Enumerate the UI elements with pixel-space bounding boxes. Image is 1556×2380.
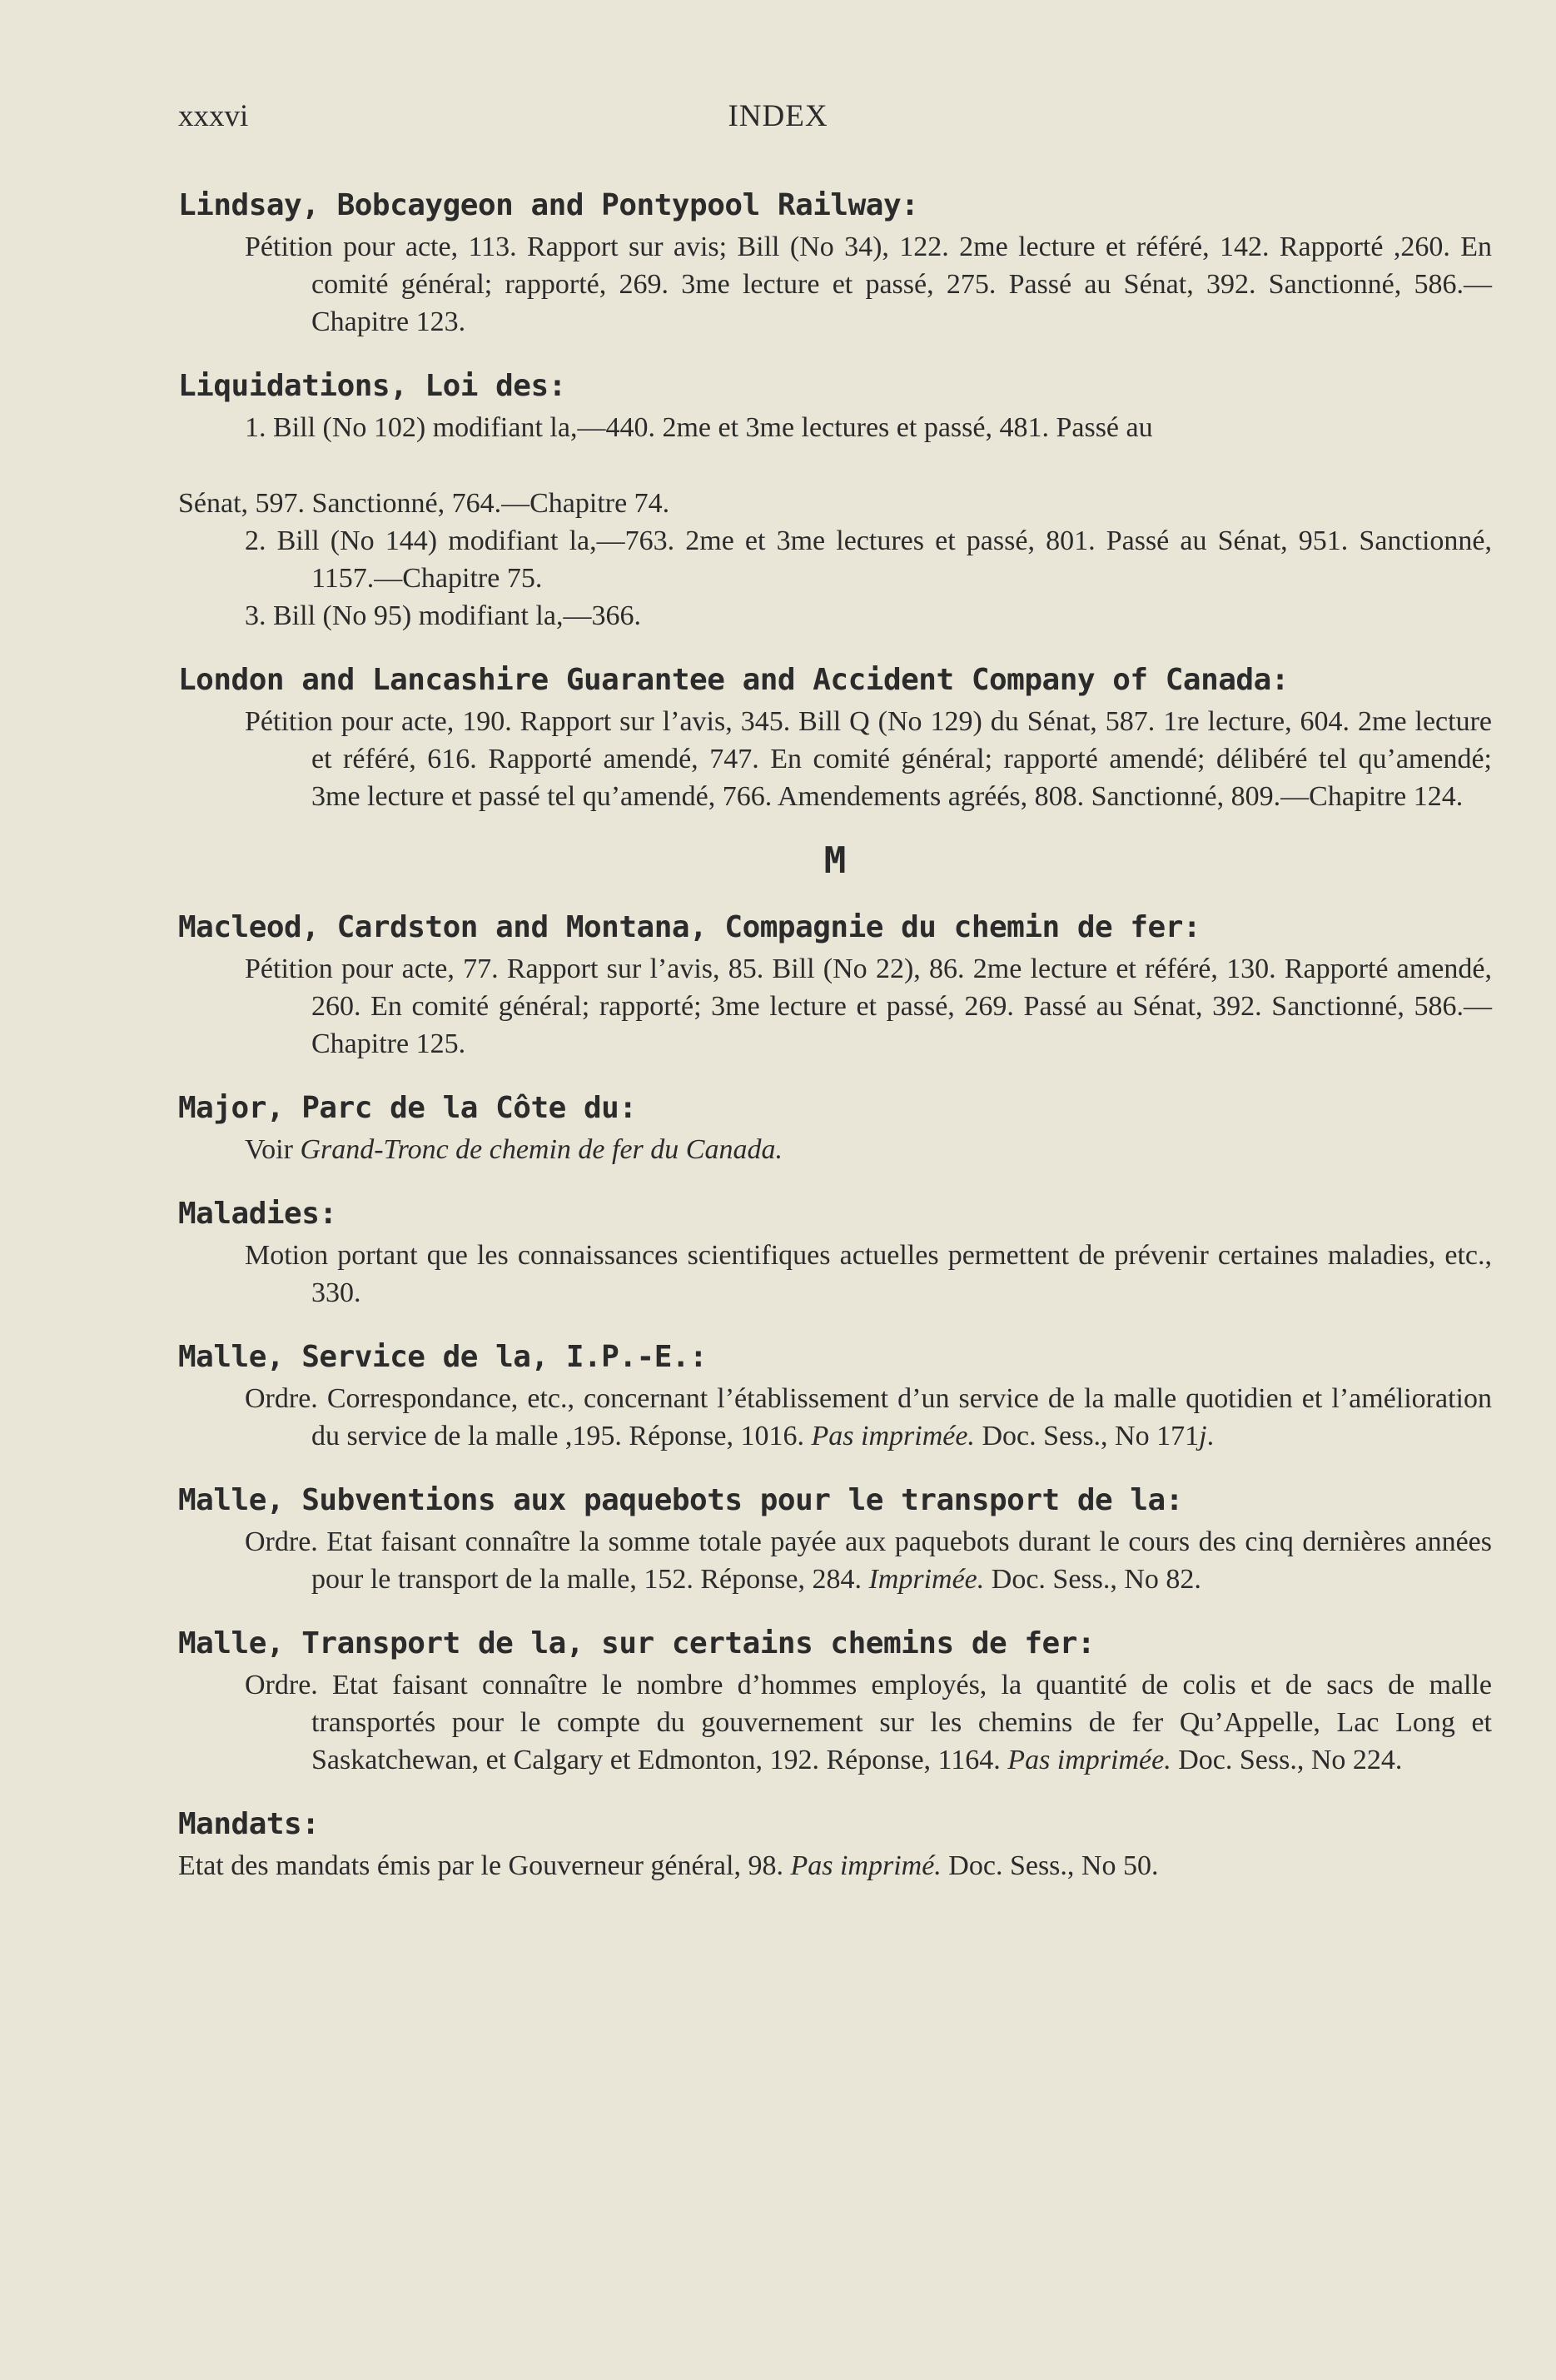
entry-text bbox=[178, 1666, 1492, 1779]
index-content bbox=[178, 185, 1492, 1909]
text-run: Doc. Sess., No 171 bbox=[974, 1421, 1200, 1451]
index-entry-malle-transport bbox=[178, 1623, 1492, 1779]
text-run: Doc. Sess., No 82. bbox=[984, 1564, 1201, 1595]
entry-heading: Lindsay, Bobcaygeon and Pontypool Railway: bbox=[178, 188, 919, 222]
entry-heading: Malle, Transport de la, sur certains chemins de fer: bbox=[178, 1626, 1096, 1661]
entry-text-continued: Sénat, 597. Sanctionné, 764.—Chapitre 74. bbox=[178, 488, 670, 519]
italic-status: Pas imprimée. bbox=[1007, 1745, 1171, 1775]
index-entry-maladies bbox=[178, 1193, 1492, 1312]
text-run: Ordre. Etat faisant connaître la somme totale payée aux paquebots durant le cours des cinq dernières années pour le transport de la malle, 152. Réponse, 284. bbox=[245, 1526, 1492, 1595]
entry-heading: Major, Parc de la Côte du: bbox=[178, 1091, 637, 1125]
text-run: Voir bbox=[245, 1134, 301, 1165]
entry-heading: London and Lancashire Guarantee and Accident Company of Canada: bbox=[178, 663, 1289, 697]
text-run: Doc. Sess., No 50. bbox=[941, 1850, 1159, 1881]
italic-status: Pas imprimé. bbox=[790, 1850, 942, 1881]
index-entry-malle-subventions bbox=[178, 1480, 1492, 1598]
index-entry-london bbox=[178, 660, 1492, 815]
entry-heading: Maladies: bbox=[178, 1197, 337, 1231]
entry-text bbox=[178, 1131, 1492, 1168]
page-title: INDEX bbox=[728, 99, 828, 133]
index-entry-major bbox=[178, 1088, 1492, 1168]
text-run: Doc. Sess., No 224. bbox=[1171, 1745, 1403, 1775]
entry-heading: Macleod, Cardston and Montana, Compagnie du chemin de fer: bbox=[178, 910, 1201, 944]
index-entry-liquidations bbox=[178, 366, 1492, 635]
entry-text: 3. Bill (No 95) modifiant la,—366. bbox=[245, 600, 641, 631]
text-run: . bbox=[1206, 1421, 1215, 1451]
entry-heading: Liquidations, Loi des: bbox=[178, 369, 566, 403]
italic-suffix: j bbox=[1199, 1421, 1207, 1451]
entry-text: 2. Bill (No 144) modifiant la,—763. 2me et 3me lectures et passé, 801. Passé au Sénat, 951. Sanctionné, 1157.—Chapitre 75. bbox=[245, 525, 1492, 594]
entry-text bbox=[178, 1380, 1492, 1455]
index-entry-mandats bbox=[178, 1804, 1492, 1885]
entry-heading: Mandats: bbox=[178, 1807, 320, 1841]
entry-heading: Malle, Service de la, I.P.-E.: bbox=[178, 1340, 708, 1374]
page-header bbox=[178, 98, 1378, 140]
entry-text: Pétition pour acte, 190. Rapport sur l’avis, 345. Bill Q (No 129) du Sénat, 587. 1re lecture, 604. 2me lecture et référé, 616. Rapporté amendé, 747. En comité général; rapporté amendé; délibéré tel qu’amendé; 3me lecture et passé tel qu’amendé, 766. Amendements agréés, 808. Sanctionné, 809.—Chapitre 124. bbox=[245, 706, 1492, 812]
index-entry-macleod bbox=[178, 907, 1492, 1063]
entry-text bbox=[178, 1523, 1492, 1598]
section-letter: M bbox=[823, 839, 847, 882]
italic-status: Imprimée. bbox=[868, 1564, 985, 1595]
text-run: Ordre. Correspondance, etc., concernant l’établissement d’un service de la malle quotidien et l’amélioration du service de la malle ,195. Réponse, 1016. bbox=[245, 1383, 1492, 1451]
text-run: Etat des mandats émis par le Gouverneur général, 98. bbox=[178, 1850, 791, 1881]
index-entry-malle-service bbox=[178, 1337, 1492, 1455]
page-number: xxxvi bbox=[178, 99, 249, 133]
entry-text: 1. Bill (No 102) modifiant la,—440. 2me et 3me lectures et passé, 481. Passé au bbox=[245, 412, 1153, 443]
italic-reference: Grand-Tronc de chemin de fer du Canada. bbox=[300, 1134, 783, 1165]
entry-heading: Malle, Subventions aux paquebots pour le transport de la: bbox=[178, 1483, 1183, 1517]
italic-status: Pas imprimée. bbox=[811, 1421, 975, 1451]
entry-text bbox=[178, 1847, 1492, 1885]
entry-text: Motion portant que les connaissances scientifiques actuelles permettent de prévenir certaines maladies, etc., 330. bbox=[245, 1240, 1492, 1308]
index-entry-lindsay bbox=[178, 185, 1492, 341]
entry-text: Pétition pour acte, 113. Rapport sur avis; Bill (No 34), 122. 2me lecture et référé, 142. Rapporté ,260. En comité général; rapporté, 269. 3me lecture et passé, 275. Passé au Sénat, 392. Sanctionné, 586.—Chapitre 123. bbox=[245, 232, 1492, 337]
text-run: Ordre. Etat faisant connaître le nombre d’hommes employés, la quantité de colis et de sacs de malle transportés pour le compte du gouvernement sur les chemins de fer Qu’Appelle, Lac Long et Saskatchewan, et Calgary et Edmonton, 192. Réponse, 1164. bbox=[245, 1670, 1492, 1775]
entry-text: Pétition pour acte, 77. Rapport sur l’avis, 85. Bill (No 22), 86. 2me lecture et référé, 130. Rapporté amendé, 260. En comité général; rapporté; 3me lecture et passé, 269. Passé au Sénat, 392. Sanctionné, 586.—Chapitre 125. bbox=[245, 953, 1492, 1059]
